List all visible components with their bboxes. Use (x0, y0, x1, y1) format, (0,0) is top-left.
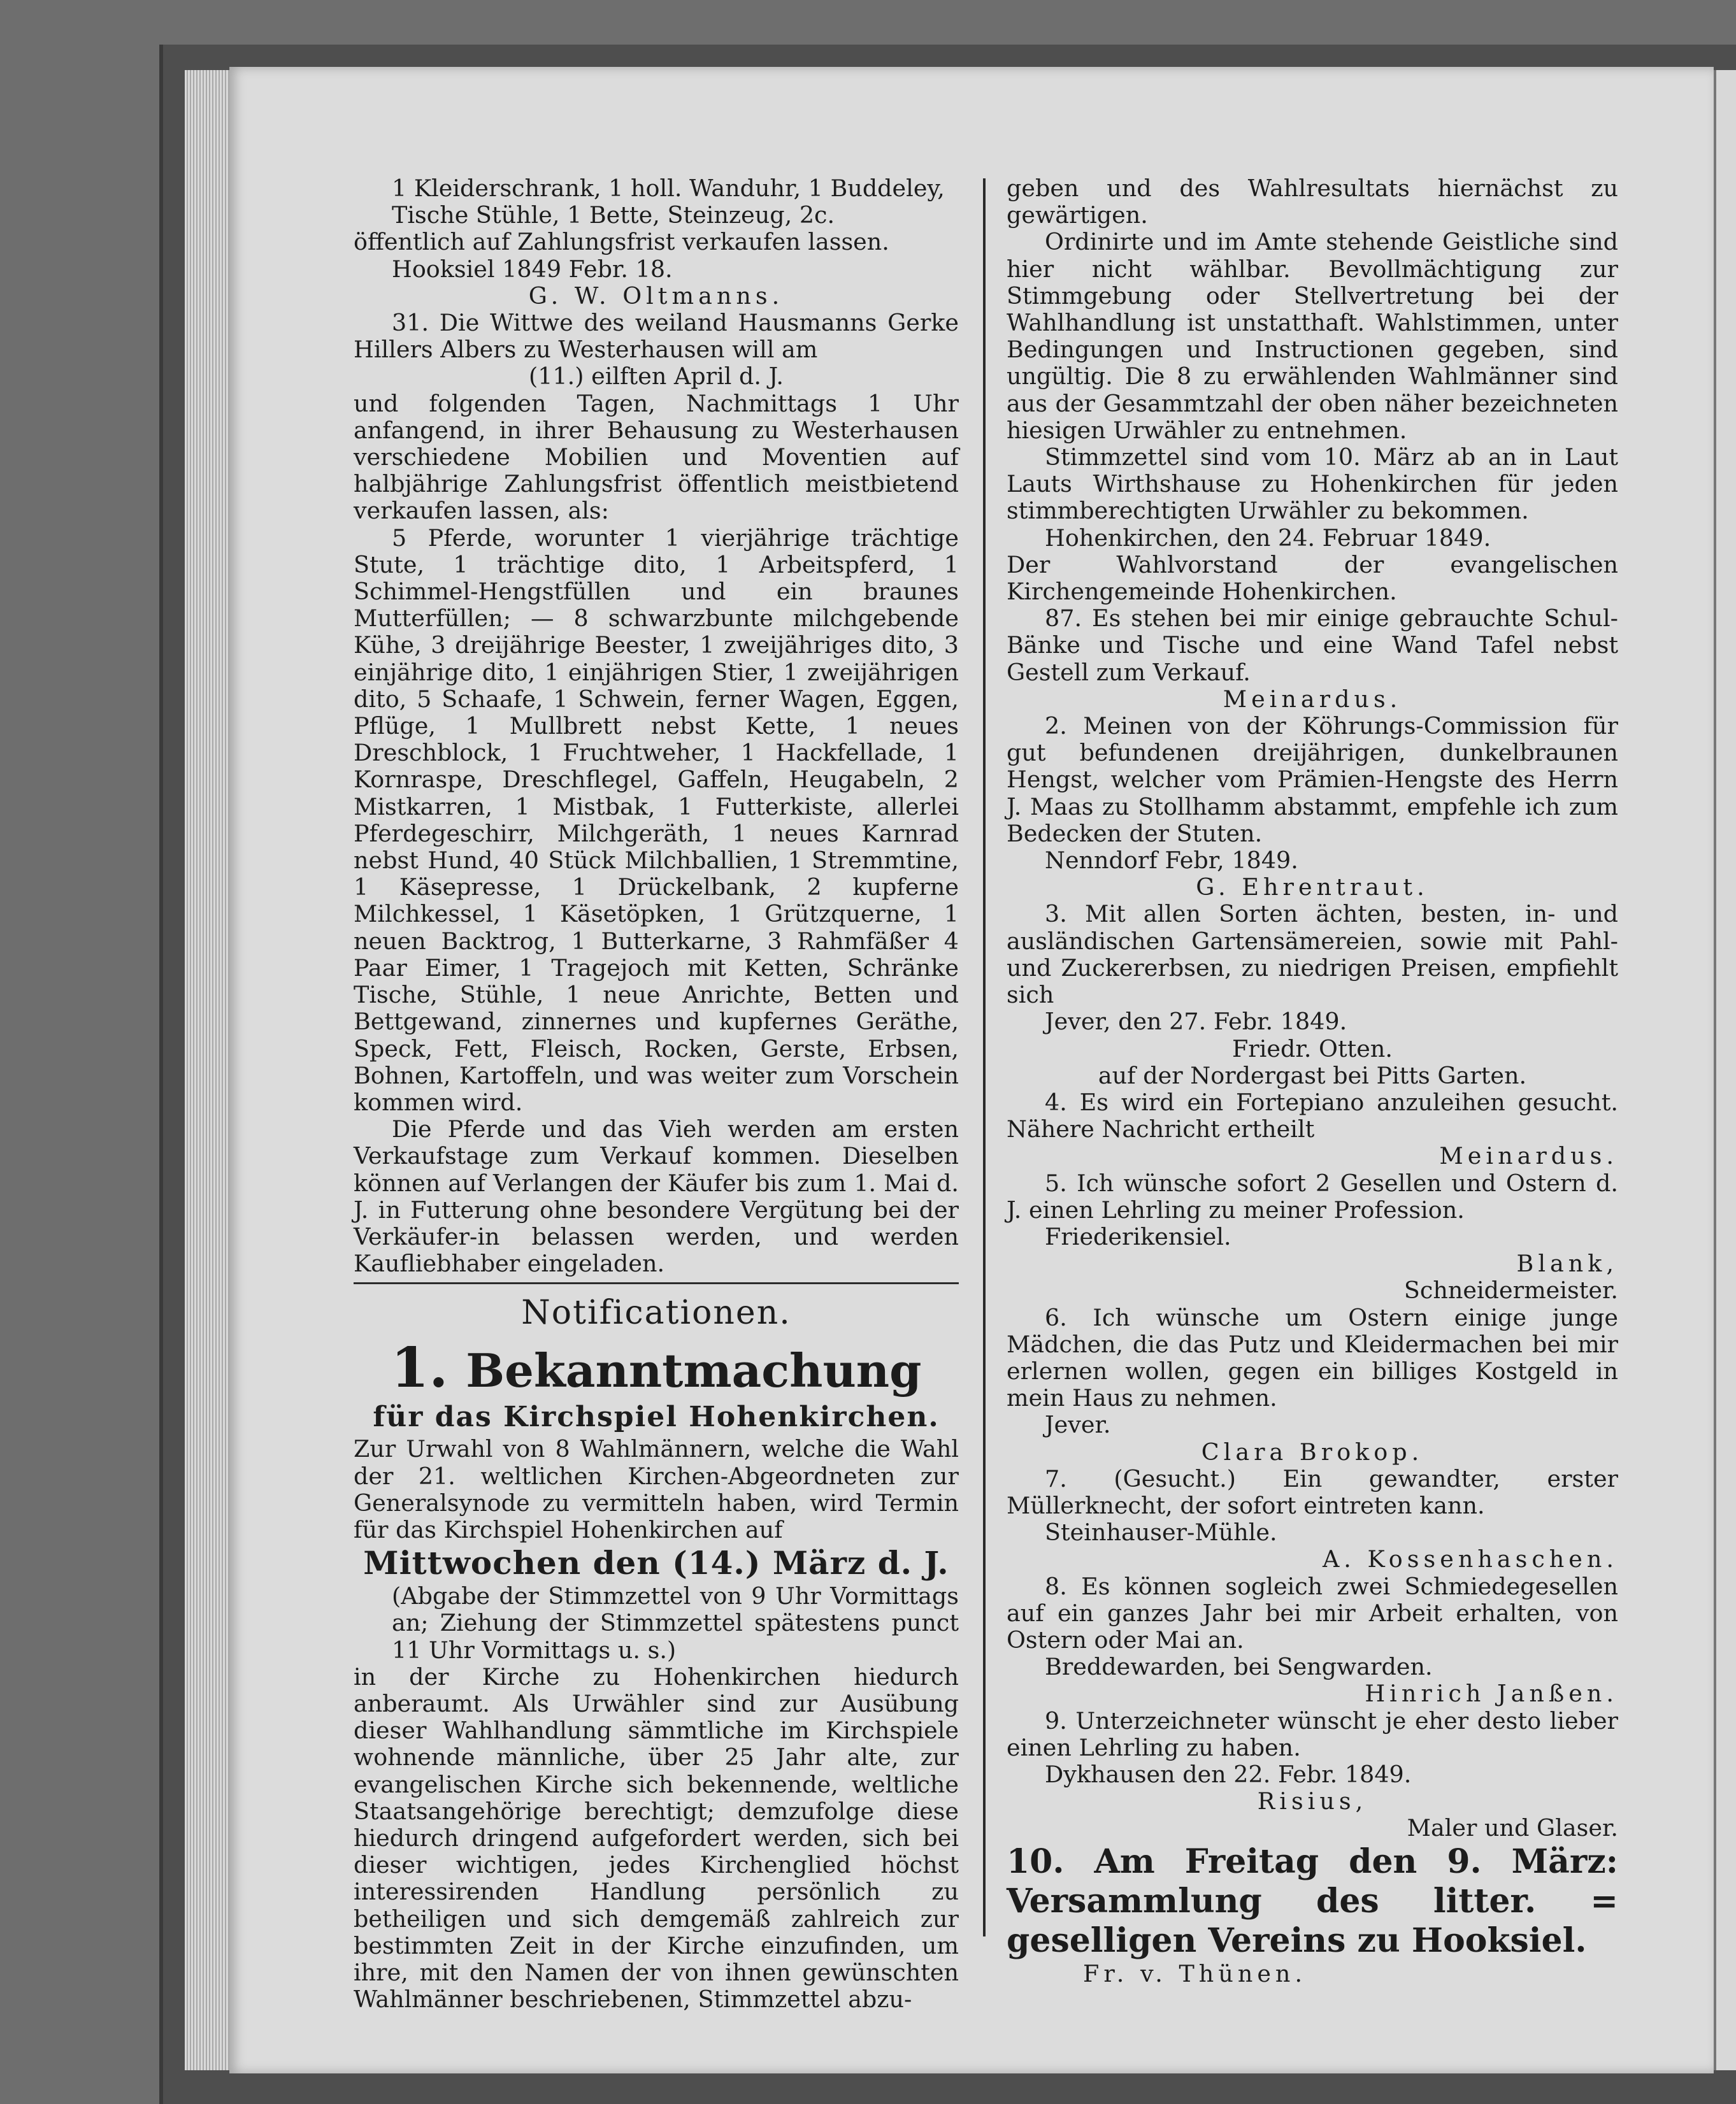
ad-date: Jever, den 27. Febr. 1849. (1045, 1008, 1347, 1036)
notice-cont-p3: Stimmzettel sind vom 10. März ab an in Laut Lauts Wirthshause zu Hohenkirchen für jeden stimmberechtigten Urwähler zu bekommen. (1007, 443, 1618, 525)
ad-87 (1007, 605, 1618, 713)
ad-2 (1007, 713, 1618, 901)
ad-text: 8. Es können sogleich zwei Schmiedegesellen auf ein ganzes Jahr bei mir Arbeit erhalten, von Ostern oder Mai an. (1007, 1572, 1618, 1654)
ad-date: Dykhausen den 22. Febr. 1849. (1045, 1760, 1412, 1788)
ad-date: Nenndorf Febr, 1849. (1045, 847, 1298, 875)
auction-date: Hooksiel 1849 Febr. 18. (392, 255, 673, 283)
ad-place: Steinhauser-Mühle. (1045, 1519, 1277, 1547)
ad-signature: Friedr. Otten. (1231, 1034, 1393, 1063)
ad-text: 7. (Gesucht.) Ein gewandter, erster Müllerknecht, der sofort eintreten kann. (1007, 1464, 1618, 1519)
ad-text: 3. Mit allen Sorten ächten, besten, in- und ausländischen Gartensämereien, sowie mit Pahl- und Zuckererbsen, zu niedrigen Preisen, empfiehlt sich (1007, 900, 1618, 1009)
right-column (1007, 175, 1618, 1987)
page-edges (185, 70, 236, 2070)
ad-4 (1007, 1089, 1618, 1170)
ad-3 (1007, 901, 1618, 1089)
ad-10 (1007, 1842, 1618, 1987)
ad-place: Friederikensiel. (1045, 1222, 1231, 1250)
ad-text: 87. Es stehen bei mir einige gebrauchte Schul-Bänke und Tische und eine Wand Tafel nebst Gestell zum Verkauf. (1007, 605, 1618, 686)
ad-text: 5. Ich wünsche sofort 2 Gesellen und Ostern d. J. einen Lehrling zu meiner Profession. (1007, 1169, 1618, 1224)
auction-date-line: (11.) eilften April d. J. (528, 362, 784, 390)
notice-title: Bekanntmachung (466, 1343, 922, 1398)
ad-9 (1007, 1708, 1618, 1842)
auction-line: öffentlich auf Zahlungsfrist verkaufen lassen. (354, 228, 889, 256)
column-divider (983, 178, 986, 1936)
ad-name: A. Kossenhaschen. (1322, 1545, 1618, 1573)
notice-number: 1. (391, 1336, 448, 1401)
ad-signature: G. Ehrentraut. (1196, 873, 1429, 901)
section-rule (354, 1282, 959, 1284)
ad-7 (1007, 1466, 1618, 1573)
ad-signature: Meinardus. (1223, 685, 1402, 713)
ad-role: Schneidermeister. (1403, 1277, 1618, 1305)
ad-8 (1007, 1573, 1618, 1708)
ad-name: Hinrich Janßen. (1365, 1680, 1618, 1708)
ad-name: Clara Brokop. (1201, 1438, 1424, 1466)
ad-place: Jever. (1045, 1411, 1111, 1439)
notice-cont-date: Hohenkirchen, den 24. Februar 1849. (1045, 524, 1491, 552)
auction-closing: Die Pferde und das Vieh werden am ersten Verkaufstage zum Verkauf kommen. Dieselben können auf Verlangen der Käufer bis zum 1. Mai d. J. in Futterung ohne besondere Vergütung bei der Verkäufer-in belassen werden, und werden Kaufliebhaber eingeladen. (354, 1115, 959, 1278)
next-page-edge (1714, 70, 1736, 2070)
left-column (354, 175, 959, 2013)
notice-note: (Abgabe der Stimmzettel von 9 Uhr Vormittags an; Ziehung der Stimmzettel spätestens punct 11 Uhr Vormittags u. s.) (392, 1582, 959, 1664)
auction-line: Tische Stühle, 1 Bette, Steinzeug, 2c. (392, 201, 835, 229)
ad-name: Risius, (1257, 1787, 1368, 1815)
notice-intro: Zur Urwahl von 8 Wahlmännern, welche die Wahl der 21. weltlichen Kirchen-Abgeordneten zur Generalsynode zu vermitteln haben, wird Termin für das Kirchspiel Hohenkirchen auf (354, 1435, 959, 1543)
notice-cont-signature: Der Wahlvorstand der evangelischen Kirchengemeinde Hohenkirchen. (1007, 550, 1618, 606)
notice-subtitle: für das Kirchspiel Hohenkirchen. (373, 1401, 940, 1434)
auction-notice-31 (354, 310, 959, 1277)
ad-signature: Fr. v. Thünen. (1083, 1959, 1307, 1987)
notice-heading (354, 1336, 959, 1401)
ad-signature: Meinardus. (1439, 1142, 1618, 1170)
auction-body: und folgenden Tagen, Nachmittags 1 Uhr anfangend, in ihrer Behausung zu Westerhausen verschiedene Mobilien und Moventien auf halbjährige Zahlungsfrist öffentlich meistbietend verkaufen lassen, als: (354, 389, 959, 525)
auction-item-list: 5 Pferde, worunter 1 vierjährige trächtige Stute, 1 trächtige dito, 1 Arbeitspferd, 1 Schimmel-Hengstfüllen und ein braunes Mutterfüllen; — 8 schwarzbunte milchgebende Kühe, 3 dreijährige Beester, 1 zweijähriges dito, 3 einjährige dito, 1 einjährigen Stier, 1 zweijährigen dito, 5 Schaafe, 1 Schwein, ferner Wagen, Eggen, Pflüge, 1 Mullbrett nebst Kette, 1 neues Dreschblock, 1 Fruchtweher, 1 Hackfellade, 1 Kornraspe, Dreschflegel, Gaffeln, Heugabeln, 2 Mistkarren, 1 Mistbak, 1 Futterkiste, allerlei Pferdegeschirr, Milchgeräth, 1 neues Karnrad nebst Hund, 40 Stück Milchballien, 1 Stremmtine, 1 Käsepresse, 1 Drückelbank, 2 kupferne Milchkessel, 1 Käsetöpken, 1 Grützquerne, 1 neuen Backtrog, 1 Butterkarne, 3 Rahmfäßer 4 Paar Eimer, 1 Tragejoch mit Ketten, Schränke Tische, Stühle, 1 neue Anrichte, Betten und Bettgewand, zinnernes und kupfernes Geräthe, Speck, Fett, Fleisch, Rocken, Gerste, Erbsen, Bohnen, Kartoffeln, und was weiter zum Vorschein kommen wird. (354, 524, 959, 1116)
auction-intro: 31. Die Wittwe des weiland Hausmanns Gerke Hillers Albers zu Westerhausen will am (354, 309, 959, 364)
auction-notice-1 (354, 175, 959, 310)
notice-body: in der Kirche zu Hohenkirchen hiedurch anberaumt. Als Urwähler sind zur Ausübung dieser Wahlhandlung sämmtliche im Kirchspiele wohnende männliche, über 25 Jahr alte, zur evangelischen Kirche sich bekennende, weltliche Staatsangehörige berechtigt; demzufolge diese hiedurch dringend aufgefordert werden, sich bei dieser wichtigen, jedes Kirchenglied höchst interessirenden Handlung persönlich zu betheiligen und sich demgemäß zahlreich zur bestimmten Zeit in der Kirche einzufinden, um ihre, mit den Namen der von ihnen gewünschten Wahlmänner beschriebenen, Stimmzettel abzu- (354, 1663, 959, 2014)
ad-5 (1007, 1170, 1618, 1305)
notice-date: Mittwochen den (14.) März d. J. (363, 1544, 949, 1582)
notice-continuation (1007, 175, 1618, 605)
ad-address: auf der Nordergast bei Pitts Garten. (1098, 1061, 1527, 1089)
ad-text: 6. Ich wünsche um Ostern einige junge Mädchen, die das Putz und Kleidermachen bei mir erlernen wollen, gegen ein billiges Kostgeld in mein Haus zu nehmen. (1007, 1303, 1618, 1412)
section-title: Notificationen. (521, 1294, 791, 1333)
ad-text: 4. Es wird ein Fortepiano anzuleihen gesucht. Nähere Nachricht ertheilt (1007, 1088, 1618, 1143)
ad-headline: 10. Am Freitag den 9. März: Versammlung des litter. = geselligen Vereins zu Hooksiel. (1007, 1842, 1618, 1960)
ad-text: 2. Meinen von der Köhrungs-Commission für gut befundenen dreijährigen, dunkelbraunen Hengst, welcher vom Prämien-Hengste des Herrn J. Maas zu Stollhamm abstammt, empfehle ich zum Bedecken der Stuten. (1007, 712, 1618, 847)
notice-bekanntmachung (354, 1336, 959, 2014)
auction-signature: G. W. Oltmanns. (528, 282, 784, 310)
notice-cont-p1: geben und des Wahlresultats hiernächst zu gewärtigen. (1007, 175, 1618, 229)
ad-text: 9. Unterzeichneter wünscht je eher desto lieber einen Lehrling zu haben. (1007, 1707, 1618, 1761)
ad-place: Breddewarden, bei Sengwarden. (1045, 1653, 1433, 1681)
auction-line: 1 Kleiderschrank, 1 holl. Wanduhr, 1 Buddeley, (392, 175, 945, 202)
notice-cont-p2: Ordinirte und im Amte stehende Geistliche sind hier nicht wählbar. Bevollmächtigung zur Stimmgebung oder Stellvertretung bei der Wahlhandlung ist unstatthaft. Wahlstimmen, unter Bedingungen und Instructionen gegeben, sind ungültig. Die 8 zu erwählenden Wahlmänner sind aus der Gesammtzahl der oben näher bezeichneten hiesigen Urwähler zu entnehmen. (1007, 228, 1618, 444)
ad-role: Maler und Glaser. (1407, 1814, 1618, 1842)
ad-6 (1007, 1305, 1618, 1466)
ad-name: Blank, (1516, 1250, 1618, 1278)
